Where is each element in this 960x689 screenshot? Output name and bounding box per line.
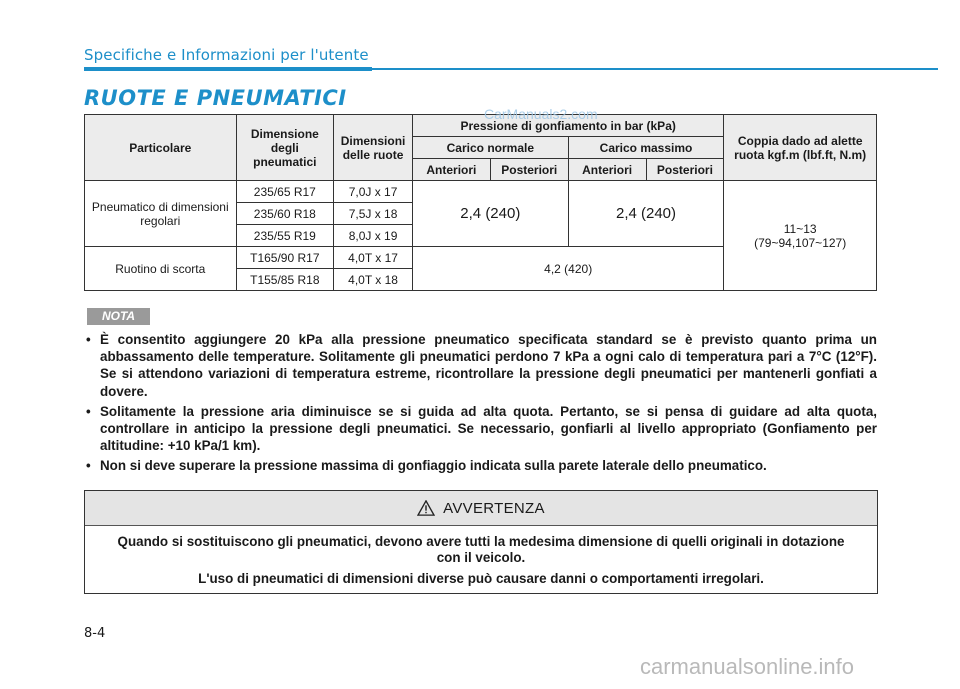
header-coppia: Coppia dado ad alette ruota kgf.m (lbf.ft, N.m) xyxy=(724,115,877,181)
chapter-title: RUOTE E PNEUMATICI xyxy=(84,86,347,110)
header-posteriori-massimo: Posteriori xyxy=(646,159,724,181)
note-item: • Solitamente la pressione aria diminuisce se si guida ad alta quota. Pertanto, se si pensa di guidare ad alta quota, controllare in anticipo la pressione degli pneumatici. Se necessario, gonfiarli al livello appropriato (Gonfiamento per altitudine: +10 kPa/1 km). xyxy=(84,403,877,455)
header-anteriori-normale: Anteriori xyxy=(412,159,490,181)
note-item: • È consentito aggiungere 20 kPa alla pressione pneumatico specificata standard se è previsto quanto prima un abbassamento delle temperature. Solitamente gli pneumatici perdono 7 kPa a ogni calo di temperatura pari a 7°C (12°F). Se si attendono variazioni di temperatura estreme, ricontrollare la pressione degli pneumatici per mantenerli gonfiati a dovere. xyxy=(84,331,877,400)
header-pressione: Pressione di gonfiamento in bar (kPa) xyxy=(412,115,723,137)
spare-tire-size: T165/90 R17 xyxy=(236,247,334,269)
header-rule-thick xyxy=(84,67,372,71)
header-particolare: Particolare xyxy=(85,115,237,181)
section-title: Specifiche e Informazioni per l'utente xyxy=(84,46,369,64)
header-posteriori-normale: Posteriori xyxy=(490,159,568,181)
wheel-size: 8,0J x 19 xyxy=(334,225,413,247)
header-anteriori-massimo: Anteriori xyxy=(568,159,646,181)
wheel-size: 7,0J x 17 xyxy=(334,181,413,203)
warning-box xyxy=(84,490,878,594)
warning-text: L'uso di pneumatici di dimensioni diverse può causare danni o comportamenti irregolari. xyxy=(198,571,764,586)
warning-text: Quando si sostituiscono gli pneumatici, devono avere tutti la medesima dimensione di quelli originali in dotazione con il veicolo. xyxy=(117,534,845,565)
watermark-top: CarManuals2.com xyxy=(484,106,598,122)
header-dimensioni-ruote: Dimensioni delle ruote xyxy=(334,115,413,181)
spare-pressure: 4,2 (420) xyxy=(412,247,723,291)
tire-spec-table xyxy=(84,114,877,291)
regular-normal-pressure: 2,4 (240) xyxy=(412,181,568,247)
header-dimensione-pneumatici: Dimensione degli pneumatici xyxy=(236,115,334,181)
page-number: 8-4 xyxy=(84,626,106,641)
watermark-bottom: carmanualsonline.info xyxy=(640,654,855,679)
wheel-size: 7,5J x 18 xyxy=(334,203,413,225)
spare-wheel-size: 4,0T x 17 xyxy=(334,247,413,269)
torque-kgfm: 11~13 xyxy=(783,221,817,236)
note-item: • Non si deve superare la pressione massima di gonfiaggio indicata sulla parete laterale dello pneumatico. xyxy=(84,457,877,474)
torque-value xyxy=(724,181,877,291)
warning-body xyxy=(85,526,877,587)
spare-tire-size: T155/85 R18 xyxy=(236,269,334,291)
warning-triangle-icon xyxy=(417,500,435,516)
header-carico-normale: Carico normale xyxy=(412,137,568,159)
row-regular-label: Pneumatico di dimensioni regolari xyxy=(85,181,237,247)
tire-size: 235/65 R17 xyxy=(236,181,334,203)
tire-size: 235/60 R18 xyxy=(236,203,334,225)
header-rule-thin xyxy=(372,68,938,70)
warning-title: AVVERTENZA xyxy=(443,499,545,517)
spare-wheel-size: 4,0T x 18 xyxy=(334,269,413,291)
torque-lbft-nm: (79~94,107~127) xyxy=(754,235,847,250)
regular-max-pressure: 2,4 (240) xyxy=(568,181,724,247)
nota-badge: NOTA xyxy=(87,308,150,325)
header-carico-massimo: Carico massimo xyxy=(568,137,724,159)
warning-header xyxy=(85,491,877,526)
tire-size: 235/55 R19 xyxy=(236,225,334,247)
row-spare-label: Ruotino di scorta xyxy=(85,247,237,291)
notes-list xyxy=(84,331,877,478)
